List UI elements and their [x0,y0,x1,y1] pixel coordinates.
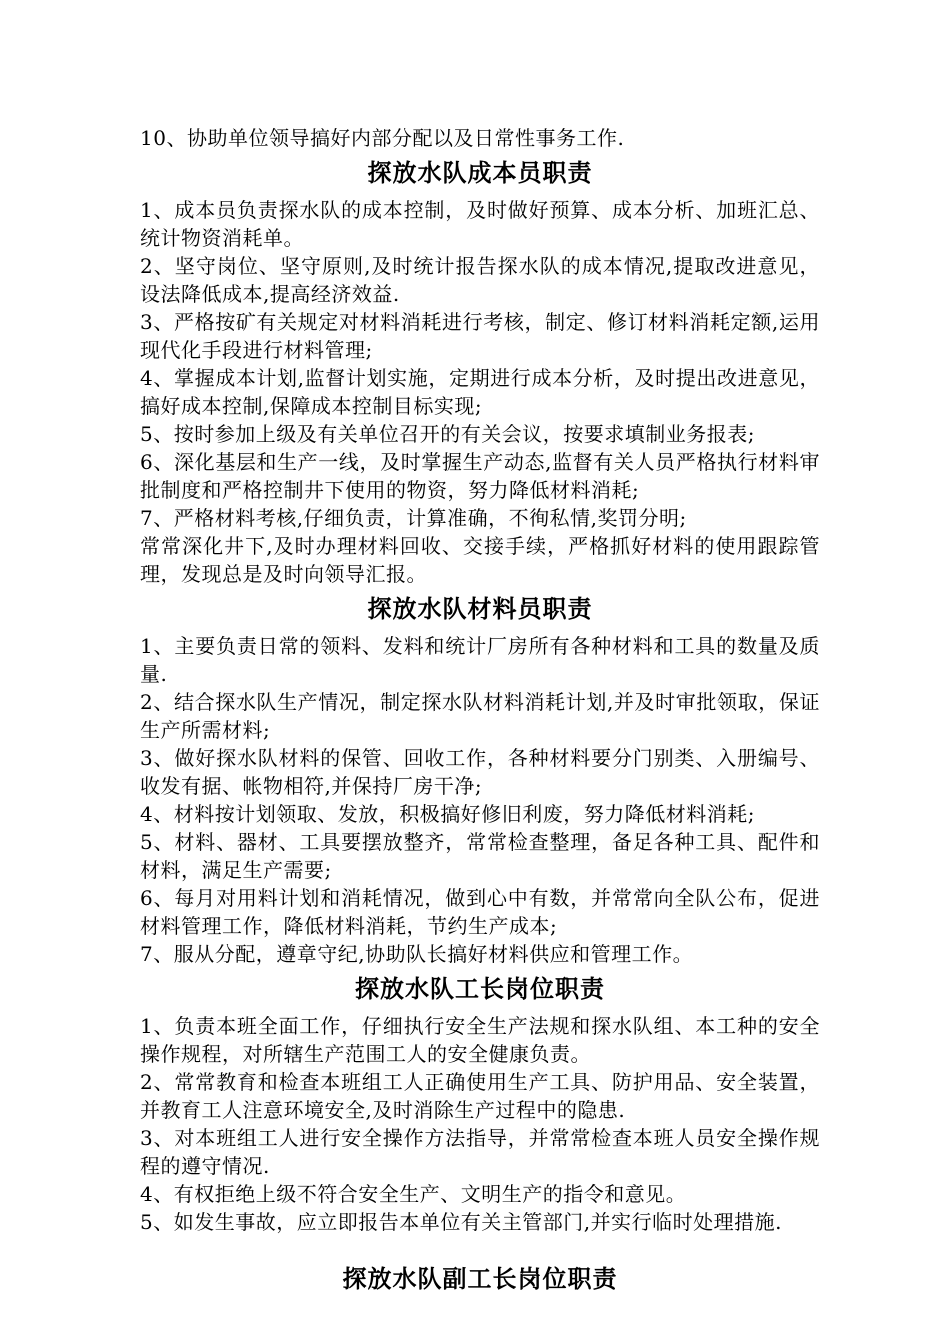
duty-item: 4、掌握成本计划,监督计划实施，定期进行成本分析，及时提出改进意见，搞好成本控制,保障成本控制目标实现; [140,366,820,418]
duty-item: 6、深化基层和生产一线，及时掌握生产动态,监督有关人员严格执行材料审批制度和严格控制井下使用的物资，努力降低材料消耗; [140,450,820,502]
duty-item: 1、成本员负责探水队的成本控制，及时做好预算、成本分析、加班汇总、统计物资消耗单。 [140,198,820,250]
section-title: 探放水队工长岗位职责 [355,974,605,1003]
duty-item: 5、如发生事故，应立即报告本单位有关主管部门,并实行临时处理措施. [140,1210,782,1234]
duty-item: 6、每月对用料计划和消耗情况，做到心中有数，并常常向全队公布，促进材料管理工作，降低材料消耗，节约生产成本; [140,886,820,938]
duty-item: 3、严格按矿有关规定对材料消耗进行考核，制定、修订材料消耗定额,运用现代化手段进行材料管理; [140,310,820,362]
final-section-title: 探放水队副工长岗位职责 [342,1264,618,1293]
duty-item: 2、结合探水队生产情况，制定探水队材料消耗计划,并及时审批领取，保证生产所需材料; [140,690,820,742]
section-materials-clerk [140,594,820,968]
duty-item: 5、材料、器材、工具要摆放整齐，常常检查整理，备足各种工具、配件和材料，满足生产需要; [140,830,820,882]
duty-item: 3、对本班组工人进行安全操作方法指导，并常常检查本班人员安全操作规程的遵守情况. [140,1126,820,1178]
duty-item: 3、做好探水队材料的保管、回收工作，各种材料要分门别类、入册编号、收发有据、帐物相符,并保持厂房干净; [140,746,820,798]
duty-item: 7、服从分配，遵章守纪,协助队长搞好材料供应和管理工作。 [140,942,694,966]
section-title: 探放水队成本员职责 [367,158,593,187]
duty-item: 2、常常教育和检查本班组工人正确使用生产工具、防护用品、安全装置，并教育工人注意环境安全,及时消除生产过程中的隐患. [140,1070,820,1122]
duty-item: 1、负责本班全面工作，仔细执行安全生产法规和探水队组、本工种的安全操作规程，对所辖生产范围工人的安全健康负责。 [140,1014,820,1066]
section-cost-clerk [140,158,820,588]
section-foreman [140,974,820,1236]
document-body [140,124,820,1302]
duty-item: 4、有权拒绝上级不符合安全生产、文明生产的指令和意见。 [140,1182,687,1206]
duty-item: 5、按时参加上级及有关单位召开的有关会议，按要求填制业务报表; [140,422,755,446]
duty-item: 7、严格材料考核,仔细负责，计算准确，不徇私情,奖罚分明; [140,506,687,530]
duty-item: 2、坚守岗位、坚守原则,及时统计报告探水队的成本情况,提取改进意见，设法降低成本,提高经济效益. [140,254,820,306]
intro-line: 10、协助单位领导搞好内部分配以及日常性事务工作. [140,126,625,150]
duty-item: 4、材料按计划领取、发放，积极搞好修旧利废，努力降低材料消耗; [140,802,755,826]
section-title: 探放水队材料员职责 [367,594,593,623]
duty-item: 1、主要负责日常的领料、发料和统计厂房所有各种材料和工具的数量及质量. [140,634,820,686]
duty-item: 常常深化井下,及时办理材料回收、交接手续，严格抓好材料的使用跟踪管理，发现总是及时向领导汇报。 [140,534,820,586]
